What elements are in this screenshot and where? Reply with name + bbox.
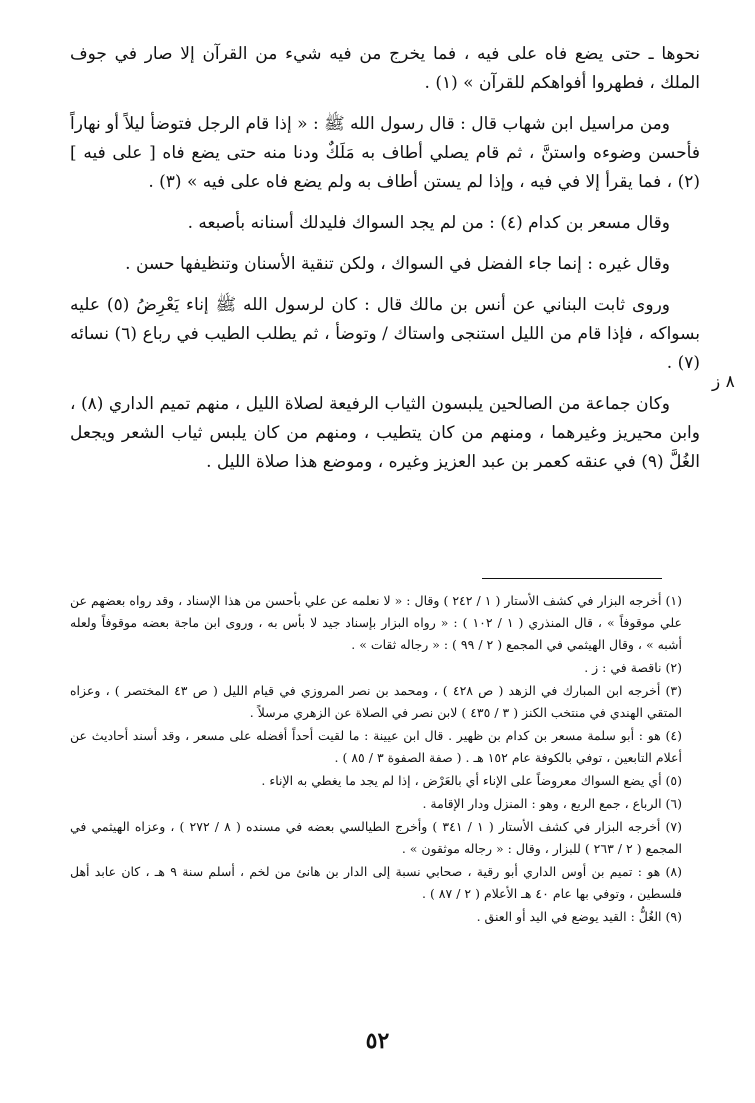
footnote: (٥) أي يضع السواك معروضاً على الإناء أي بالعَرْض ، إذا لم يجد ما يغطي به الإناء .: [261, 773, 682, 788]
main-text: [70, 40, 700, 489]
paragraph: وقال غيره : إنما جاء الفضل في السواك ، ولكن تنقية الأسنان وتنظيفها حسن .: [125, 254, 670, 274]
paragraph: ومن مراسيل ابن شهاب قال : قال رسول الله ﷺ : « إذا قام الرجل فتوضأ ليلاً أو نهاراً فأحسن وضوءه واستنَّ ، ثم قام يصلي أطاف به مَلَكٌ ودنا منه حتى يضع فاه [ على فيه ] (٢) ، فما يقرأ إلا في فيه ، وإذا لم يستن أطاف به ولم يضع فاه على فيه » (٣) .: [70, 114, 700, 192]
footnote: (٣) أخرجه ابن المبارك في الزهد ( ص ٤٢٨ ) ، ومحمد بن نصر المروزي في قيام الليل ( ص ٤٣ المختصر ) ، وعزاه المتقي الهندي في منتخب الكنز ( ٣ / ٤٣٥ ) لابن نصر في الصلاة عن الزهري مرسلاً .: [70, 683, 682, 720]
paragraph: وروى ثابت البناني عن أنس بن مالك قال : كان لرسول الله ﷺ إناء يَعْرِضُ (٥) عليه بسواكه ، فإذا قام من الليل استنجى واستاك / وتوضأ ، ثم يطلب الطيب في رباع (٦) نسائه (٧) .: [70, 295, 700, 373]
footnotes: [70, 590, 682, 929]
footnote: (٦) الرباع ، جمع الربع ، وهو : المنزل ودار الإقامة .: [422, 796, 682, 811]
page-number: ٥٢: [365, 1028, 390, 1054]
footnote: (٩) الغُلُّ : القيد يوضع في اليد أو العنق .: [476, 909, 682, 924]
footnote: (٧) أخرجه البزار في كشف الأستار ( ١ / ٣٤١ ) وأخرج الطيالسي بعضه في مسنده ( ٨ / ٢٧٢ ) ، وعزاه الهيثمي في المجمع ( ٢ / ٢٦٣ ) للبزار ، وقال : « رجاله موثقون » .: [70, 819, 682, 856]
footnote: (٤) هو : أبو سلمة مسعر بن كدام بن ظهير . قال ابن عيينة : ما لقيت أحداً أفضله على مسعر ، وقد أسند أحاديث عن أعلام التابعين ، توفي بالكوفة عام ١٥٢ هـ . ( صفة الصفوة ٣ / ٨٥ ) .: [70, 728, 682, 765]
paragraph: وكان جماعة من الصالحين يلبسون الثياب الرفيعة لصلاة الليل ، منهم تميم الداري (٨) ، وابن محيريز وغيرهما ، ومنهم من كان يتطيب ، ومنهم من كان يلبس ثياب الشعر ويجعل الغُلَّ (٩) في عنقه كعمر بن عبد العزيز وغيره ، وموضع هذا صلاة الليل .: [70, 394, 700, 472]
paragraph: نحوها ـ حتى يضع فاه على فيه ، فما يخرج من فيه شيء من القرآن إلا صار في جوف الملك ، فطهروا أفواهكم للقرآن » (١) .: [70, 44, 701, 93]
footnote-separator: [482, 578, 662, 579]
manuscript-folio-marker: ٨ ز: [712, 372, 735, 392]
footnote: (١) أخرجه البزار في كشف الأستار ( ١ / ٢٤٢ ) وقال : « لا نعلمه عن علي بأحسن من هذا الإسناد ، وقد رواه بعضهم عن علي موقوفاً » ، قال المنذري ( ١ / ١٠٢ ) : « رواه البزار بإسناد جيد لا بأس به ، وروى ابن ماجة بعضه موقوفاً ولعله أشبه » ، وقال الهيثمي في المجمع ( ٢ / ٩٩ ) : « رجاله ثقات » .: [70, 593, 682, 652]
paragraph: وقال مسعر بن كدام (٤) : من لم يجد السواك فليدلك أسنانه بأصبعه .: [187, 213, 670, 233]
footnote: (٨) هو : تميم بن أوس الداري أبو رقية ، صحابي نسبة إلى الدار بن هانئ من لخم ، أسلم سنة ٩ هـ ، كان عابد أهل فلسطين ، وتوفي بها عام ٤٠ هـ الأعلام ( ٢ / ٨٧ ) .: [70, 864, 682, 901]
footnote: (٢) ناقصة في : ز .: [584, 660, 682, 675]
